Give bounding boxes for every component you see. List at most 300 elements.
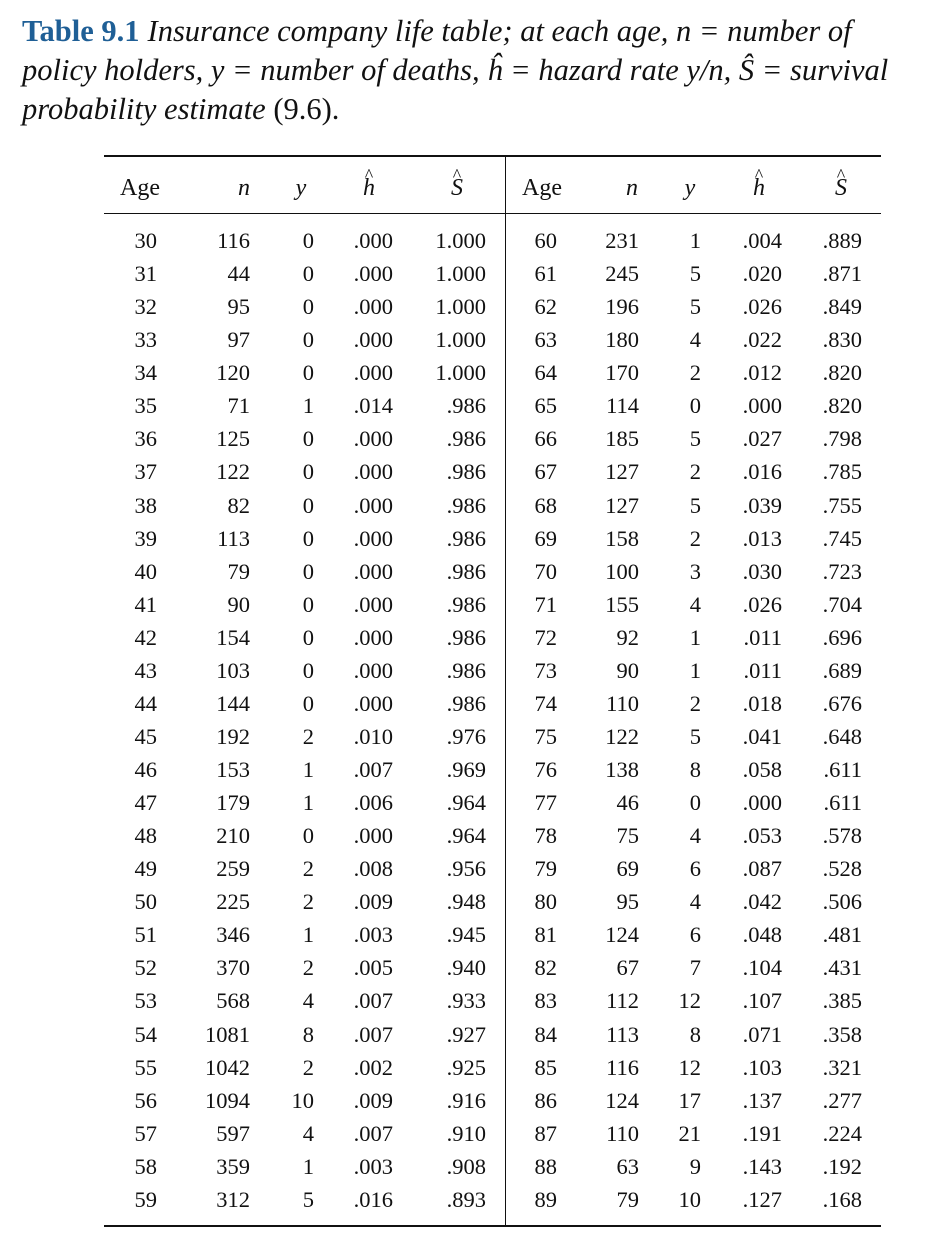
table-body (0, 224, 934, 1216)
header-age-right: Age (522, 175, 562, 201)
cell-s-left: .908 (446, 1153, 486, 1179)
cell-s-left: .940 (446, 955, 486, 981)
cell-n-left: 359 (216, 1153, 250, 1179)
cell-age-right: 80 (534, 889, 557, 915)
cell-age-right: 79 (534, 856, 557, 882)
cell-y-left: 0 (302, 294, 314, 320)
cell-y-right: 12 (678, 988, 701, 1014)
cell-y-right: 17 (678, 1087, 701, 1113)
cell-s-right: .723 (822, 558, 862, 584)
cell-age-right: 86 (534, 1087, 557, 1113)
cell-age-right: 81 (534, 922, 557, 948)
cell-age-left: 53 (134, 988, 157, 1014)
header-h-left-symbol: ^ h (363, 166, 375, 210)
table-row (0, 984, 934, 1017)
cell-y-right: 5 (689, 492, 701, 518)
cell-y-right: 2 (689, 360, 701, 386)
cell-y-right: 2 (689, 690, 701, 716)
cell-n-left: 210 (216, 823, 250, 849)
cell-age-right: 87 (534, 1120, 557, 1146)
cell-s-left: .964 (446, 790, 486, 816)
cell-age-left: 32 (134, 294, 157, 320)
cell-n-right: 185 (605, 426, 639, 452)
cell-y-left: 2 (302, 723, 314, 749)
cell-s-right: .385 (822, 988, 862, 1014)
cell-y-left: 0 (302, 657, 314, 683)
cell-s-right: .277 (822, 1087, 862, 1113)
cell-n-left: 346 (216, 922, 250, 948)
cell-y-right: 6 (689, 922, 701, 948)
cell-age-left: 33 (134, 327, 157, 353)
cell-y-left: 0 (302, 690, 314, 716)
cell-s-right: .755 (822, 492, 862, 518)
cell-n-right: 112 (606, 988, 639, 1014)
cell-h-left: .000 (353, 624, 393, 650)
cell-age-left: 52 (134, 955, 157, 981)
table-row (0, 323, 934, 356)
cell-s-left: .986 (446, 624, 486, 650)
cell-h-left: .016 (353, 1186, 393, 1212)
cell-age-left: 34 (134, 360, 157, 386)
cell-n-right: 46 (616, 790, 639, 816)
cell-s-right: .578 (822, 823, 862, 849)
cell-n-right: 75 (616, 823, 639, 849)
cell-age-right: 77 (534, 790, 557, 816)
header-y-left: y (295, 175, 307, 201)
cell-n-right: 110 (606, 690, 639, 716)
cell-y-right: 4 (689, 591, 701, 617)
cell-s-right: .611 (823, 757, 862, 782)
cell-n-right: 67 (616, 955, 639, 981)
cell-h-right: .103 (742, 1054, 782, 1080)
cell-h-right: .071 (742, 1021, 782, 1047)
table-row (0, 555, 934, 588)
caption-text: Insurance company life table; at each age, n = number of policy holders, y = number of deaths, ĥ = hazard rate y/n, Ŝ = survival probability estimate (22, 14, 889, 126)
cell-s-left: 1.000 (435, 327, 486, 353)
cell-h-right: .000 (742, 393, 782, 419)
cell-s-left: .986 (446, 525, 486, 551)
cell-s-left: .893 (446, 1186, 486, 1212)
cell-age-left: 36 (134, 426, 157, 452)
header-h-right (736, 166, 782, 210)
cell-h-right: .027 (742, 426, 782, 452)
cell-age-left: 40 (134, 558, 157, 584)
table-row (0, 786, 934, 819)
table-row (0, 1018, 934, 1051)
cell-h-right: .013 (742, 525, 782, 551)
cell-y-left: 0 (302, 327, 314, 353)
cell-h-right: .087 (742, 856, 782, 882)
cell-y-right: 5 (689, 723, 701, 749)
cell-age-right: 71 (534, 591, 557, 617)
cell-s-left: .986 (446, 393, 486, 419)
cell-s-right: .798 (822, 426, 862, 452)
cell-age-left: 45 (134, 723, 157, 749)
cell-n-left: 95 (227, 294, 250, 320)
cell-age-right: 67 (534, 459, 557, 485)
cell-age-right: 72 (534, 624, 557, 650)
cell-h-left: .000 (353, 327, 393, 353)
cell-y-left: 2 (302, 889, 314, 915)
cell-age-left: 57 (134, 1120, 157, 1146)
cell-n-left: 82 (227, 492, 250, 518)
header-age-left: Age (120, 175, 160, 201)
cell-y-right: 9 (689, 1153, 701, 1179)
cell-h-right: .026 (742, 294, 782, 320)
cell-h-left: .000 (353, 525, 393, 551)
cell-y-right: 1 (689, 657, 701, 683)
cell-h-left: .009 (353, 889, 393, 915)
cell-age-right: 61 (534, 261, 557, 287)
cell-age-left: 49 (134, 856, 157, 882)
cell-age-right: 89 (534, 1186, 557, 1212)
cell-s-left: .927 (446, 1021, 486, 1047)
cell-h-right: .058 (742, 757, 782, 782)
cell-h-left: .007 (353, 1021, 393, 1047)
cell-age-right: 64 (534, 360, 557, 386)
cell-h-right: .191 (742, 1120, 782, 1146)
cell-s-left: 1.000 (435, 294, 486, 320)
cell-age-right: 69 (534, 525, 557, 551)
cell-n-right: 95 (616, 889, 639, 915)
cell-y-left: 0 (302, 525, 314, 551)
cell-y-left: 0 (302, 360, 314, 386)
cell-y-left: 0 (302, 261, 314, 287)
cell-h-left: .000 (353, 558, 393, 584)
header-h-left (346, 166, 392, 210)
cell-n-left: 125 (216, 426, 250, 452)
cell-y-left: 1 (302, 393, 314, 419)
cell-n-left: 113 (217, 525, 250, 551)
cell-age-left: 31 (134, 261, 157, 287)
cell-age-right: 63 (534, 327, 557, 353)
cell-n-right: 90 (616, 657, 639, 683)
cell-age-right: 88 (534, 1153, 557, 1179)
cell-h-right: .016 (742, 459, 782, 485)
cell-y-right: 4 (689, 889, 701, 915)
cell-h-right: .018 (742, 690, 782, 716)
table-label: Table 9.1 (22, 14, 140, 48)
cell-y-right: 8 (689, 1021, 701, 1047)
cell-h-right: .011 (743, 657, 782, 683)
cell-s-right: .871 (822, 261, 862, 287)
cell-n-left: 79 (227, 558, 250, 584)
cell-age-left: 46 (134, 757, 157, 782)
cell-y-left: 5 (302, 1186, 314, 1212)
cell-age-left: 38 (134, 492, 157, 518)
cell-s-right: .481 (822, 922, 862, 948)
cell-age-left: 55 (134, 1054, 157, 1080)
cell-h-right: .104 (742, 955, 782, 981)
cell-n-right: 158 (605, 525, 639, 551)
cell-s-right: .648 (822, 723, 862, 749)
table-row (0, 720, 934, 753)
cell-n-left: 144 (216, 690, 250, 716)
cell-n-right: 231 (605, 228, 639, 253)
cell-y-right: 7 (689, 955, 701, 981)
cell-h-left: .003 (353, 922, 393, 948)
cell-h-left: .000 (353, 459, 393, 485)
cell-age-left: 35 (134, 393, 157, 419)
cell-y-left: 2 (302, 1054, 314, 1080)
cell-h-left: .000 (353, 228, 393, 253)
cell-age-left: 44 (134, 690, 157, 716)
table-row (0, 422, 934, 455)
cell-h-right: .000 (742, 790, 782, 816)
cell-h-left: .007 (353, 757, 393, 782)
table-row (0, 687, 934, 720)
cell-n-left: 71 (227, 393, 250, 419)
cell-y-left: 0 (302, 492, 314, 518)
cell-y-left: 0 (302, 624, 314, 650)
cell-y-right: 6 (689, 856, 701, 882)
cell-age-left: 42 (134, 624, 157, 650)
cell-y-left: 1 (302, 790, 314, 816)
cell-h-left: .003 (353, 1153, 393, 1179)
cell-age-right: 73 (534, 657, 557, 683)
cell-h-left: .000 (353, 294, 393, 320)
table-row (0, 489, 934, 522)
cell-s-right: .820 (822, 393, 862, 419)
cell-h-left: .010 (353, 723, 393, 749)
cell-age-right: 78 (534, 823, 557, 849)
cell-y-right: 2 (689, 459, 701, 485)
cell-y-left: 2 (302, 856, 314, 882)
cell-h-right: .053 (742, 823, 782, 849)
cell-h-right: .127 (742, 1186, 782, 1212)
cell-n-left: 103 (216, 657, 250, 683)
cell-h-left: .005 (353, 955, 393, 981)
header-s-right-symbol: ^ S (835, 166, 847, 210)
cell-s-left: .986 (446, 426, 486, 452)
cell-y-right: 0 (689, 790, 701, 816)
cell-y-right: 5 (689, 426, 701, 452)
cell-s-left: .945 (446, 922, 486, 948)
cell-h-left: .000 (353, 591, 393, 617)
cell-y-right: 8 (689, 757, 701, 782)
cell-h-left: .007 (353, 988, 393, 1014)
cell-n-left: 97 (227, 327, 250, 353)
cell-n-right: 124 (605, 922, 639, 948)
cell-h-left: .002 (353, 1054, 393, 1080)
cell-h-right: .048 (742, 922, 782, 948)
cell-age-right: 83 (534, 988, 557, 1014)
table-row (0, 621, 934, 654)
cell-s-left: .986 (446, 492, 486, 518)
cell-s-right: .704 (822, 591, 862, 617)
cell-n-right: 155 (605, 591, 639, 617)
cell-age-right: 62 (534, 294, 557, 320)
cell-h-right: .022 (742, 327, 782, 353)
cell-h-left: .009 (353, 1087, 393, 1113)
table-bottom-rule (104, 1225, 881, 1227)
cell-n-left: 90 (227, 591, 250, 617)
cell-s-left: .986 (446, 657, 486, 683)
cell-y-left: 0 (302, 426, 314, 452)
cell-age-left: 51 (134, 922, 157, 948)
cell-n-left: 153 (216, 757, 250, 782)
cell-s-right: .745 (822, 525, 862, 551)
cell-s-left: .916 (446, 1087, 486, 1113)
cell-h-left: .000 (353, 657, 393, 683)
cell-h-left: .000 (353, 360, 393, 386)
cell-age-left: 43 (134, 657, 157, 683)
table-row (0, 455, 934, 488)
table-row (0, 588, 934, 621)
cell-y-left: 1 (302, 922, 314, 948)
cell-s-left: 1.000 (435, 228, 486, 253)
cell-h-right: .039 (742, 492, 782, 518)
cell-h-left: .000 (353, 492, 393, 518)
cell-n-right: 63 (616, 1153, 639, 1179)
cell-h-right: .042 (742, 889, 782, 915)
cell-y-left: 0 (302, 558, 314, 584)
cell-n-right: 69 (616, 856, 639, 882)
cell-s-left: 1.000 (435, 360, 486, 386)
cell-h-left: .000 (353, 426, 393, 452)
cell-y-right: 10 (678, 1186, 701, 1212)
cell-s-right: .224 (822, 1120, 862, 1146)
cell-s-right: .321 (822, 1054, 862, 1080)
cell-y-right: 3 (689, 558, 701, 584)
cell-n-right: 113 (606, 1021, 639, 1047)
cell-s-right: .785 (822, 459, 862, 485)
cell-h-left: .000 (353, 690, 393, 716)
table-row (0, 852, 934, 885)
cell-age-right: 84 (534, 1021, 557, 1047)
cell-n-left: 259 (216, 856, 250, 882)
header-s-left-symbol: ^ S (451, 166, 463, 210)
cell-h-left: .006 (353, 790, 393, 816)
cell-h-right: .026 (742, 591, 782, 617)
cell-age-left: 58 (134, 1153, 157, 1179)
cell-y-right: 12 (678, 1054, 701, 1080)
cell-y-right: 1 (689, 228, 701, 253)
table-row (0, 1084, 934, 1117)
cell-s-right: .358 (822, 1021, 862, 1047)
cell-s-left: .956 (446, 856, 486, 882)
cell-s-right: .506 (822, 889, 862, 915)
cell-n-right: 180 (605, 327, 639, 353)
table-row (0, 389, 934, 422)
table-caption (22, 12, 912, 129)
cell-h-left: .000 (353, 261, 393, 287)
header-s-right (818, 166, 864, 210)
cell-y-left: 4 (302, 988, 314, 1014)
cell-h-left: .000 (353, 823, 393, 849)
cell-n-right: 138 (605, 757, 639, 782)
cell-y-right: 0 (689, 393, 701, 419)
header-s-left (434, 166, 480, 210)
cell-s-right: .676 (822, 690, 862, 716)
table-row (0, 819, 934, 852)
cell-n-left: 116 (217, 228, 250, 253)
cell-age-left: 59 (134, 1186, 157, 1212)
cell-h-right: .143 (742, 1153, 782, 1179)
cell-n-right: 127 (605, 492, 639, 518)
cell-n-left: 192 (216, 723, 250, 749)
cell-age-right: 76 (534, 757, 557, 782)
cell-age-left: 30 (134, 228, 157, 253)
cell-s-left: .969 (446, 757, 486, 782)
cell-age-right: 85 (534, 1054, 557, 1080)
cell-s-left: .976 (446, 723, 486, 749)
cell-h-right: .030 (742, 558, 782, 584)
cell-n-left: 225 (216, 889, 250, 915)
cell-age-left: 48 (134, 823, 157, 849)
table-row (0, 885, 934, 918)
cell-age-right: 74 (534, 690, 557, 716)
header-n-left: n (238, 175, 250, 201)
cell-s-right: .192 (822, 1153, 862, 1179)
cell-y-left: 0 (302, 591, 314, 617)
cell-s-left: .986 (446, 558, 486, 584)
cell-age-left: 47 (134, 790, 157, 816)
cell-n-right: 92 (616, 624, 639, 650)
cell-s-right: .528 (822, 856, 862, 882)
cell-s-right: .168 (822, 1186, 862, 1212)
cell-age-left: 41 (134, 591, 157, 617)
cell-age-left: 56 (134, 1087, 157, 1113)
cell-n-left: 120 (216, 360, 250, 386)
cell-age-left: 37 (134, 459, 157, 485)
cell-s-right: .696 (822, 624, 862, 650)
cell-h-left: .014 (353, 393, 393, 419)
cell-y-right: 5 (689, 294, 701, 320)
cell-s-right: .611 (823, 790, 862, 816)
cell-h-left: .007 (353, 1120, 393, 1146)
cell-y-right: 5 (689, 261, 701, 287)
cell-h-right: .020 (742, 261, 782, 287)
cell-age-right: 60 (534, 228, 557, 253)
cell-n-left: 154 (216, 624, 250, 650)
header-h-right-symbol: ^ h (753, 166, 765, 210)
cell-n-right: 170 (605, 360, 639, 386)
cell-y-right: 2 (689, 525, 701, 551)
cell-n-left: 1094 (205, 1087, 250, 1113)
header-n-right: n (626, 175, 638, 201)
cell-n-left: 597 (216, 1120, 250, 1146)
cell-h-right: .107 (742, 988, 782, 1014)
table-row (0, 1051, 934, 1084)
cell-y-left: 8 (302, 1021, 314, 1047)
table-row (0, 1183, 934, 1216)
cell-age-right: 75 (534, 723, 557, 749)
cell-n-right: 114 (606, 393, 639, 419)
cell-n-left: 370 (216, 955, 250, 981)
table-row (0, 654, 934, 687)
cell-s-right: .820 (822, 360, 862, 386)
cell-n-right: 110 (606, 1120, 639, 1146)
cell-n-left: 44 (227, 261, 250, 287)
cell-s-right: .889 (822, 228, 862, 253)
cell-s-right: .431 (822, 955, 862, 981)
table-row (0, 257, 934, 290)
table-header-rule (104, 213, 881, 214)
header-y-right: y (684, 175, 696, 201)
cell-n-left: 1042 (205, 1054, 250, 1080)
cell-age-right: 66 (534, 426, 557, 452)
cell-y-left: 10 (291, 1087, 314, 1113)
cell-s-right: .849 (822, 294, 862, 320)
cell-s-left: .910 (446, 1120, 486, 1146)
table-row (0, 290, 934, 323)
cell-s-left: .986 (446, 591, 486, 617)
cell-n-right: 127 (605, 459, 639, 485)
cell-y-left: 1 (302, 757, 314, 782)
cell-n-right: 79 (616, 1186, 639, 1212)
table-row (0, 522, 934, 555)
